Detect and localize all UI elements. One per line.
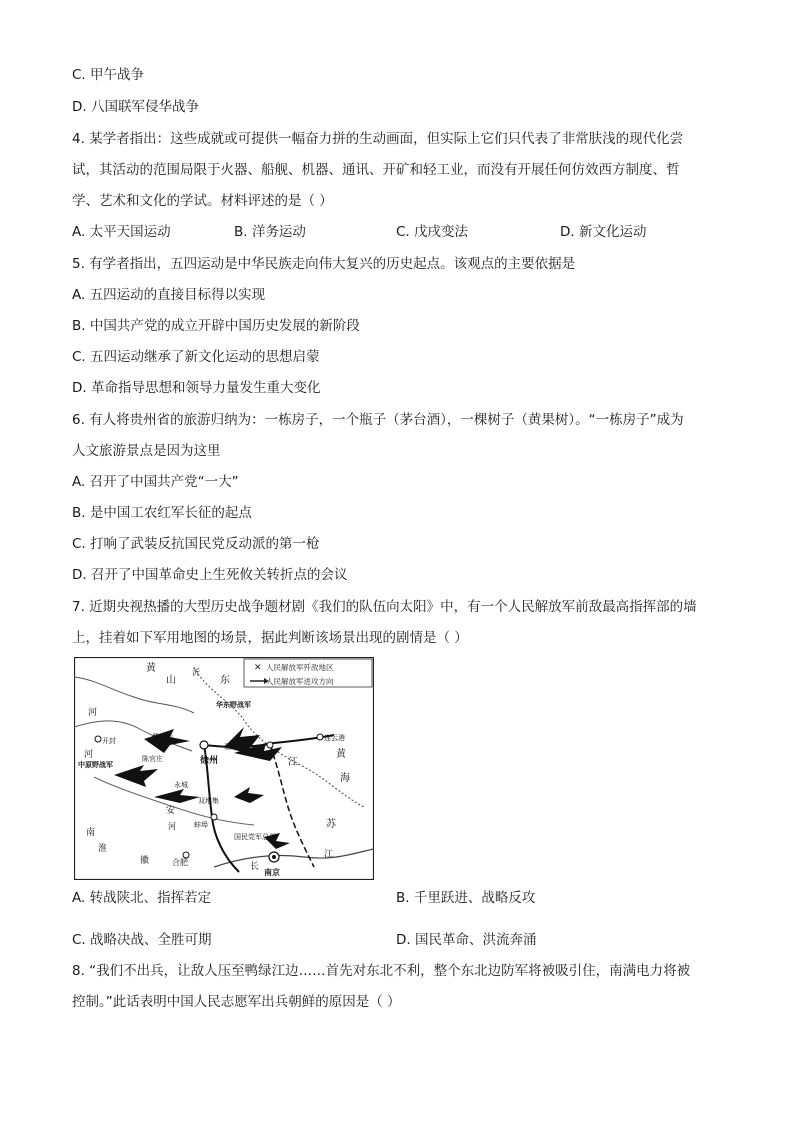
q3-option-c: C. 甲午战争	[72, 67, 145, 83]
map-label-jiang2: 江	[324, 850, 334, 860]
q5-stem: 5. 有学者指出，五四运动是中华民族走向伟大复兴的历史起点。该观点的主要依据是	[72, 256, 576, 272]
map-label-shuangduiji: 双堆集	[198, 797, 219, 805]
q6-option-c: C. 打响了武装反抗国民党反动派的第一枪	[72, 536, 320, 552]
q5-option-c: C. 五四运动继承了新文化运动的思想启蒙	[72, 349, 320, 365]
map-label-yi: 沂	[192, 668, 200, 677]
q4-option-b: B. 洋务运动	[234, 224, 306, 240]
q6-option-a: A. 召开了中国共产党“一大”	[72, 474, 239, 490]
map-label-huang2: 黄	[336, 749, 346, 760]
q8-stem-line-2: 控制。”此话表明中国人民志愿军出兵朝鲜的原因是（ ）	[72, 994, 401, 1010]
map-label-kaifeng: 开封	[102, 737, 116, 745]
map-label-huai: 淮	[98, 844, 108, 854]
map-label-hefei: 合肥	[172, 858, 188, 867]
q8-stem-line-1: 8. “我们不出兵，让敌人压至鸭绿江边……首先对东北不利，整个东北边防军将被吸引住，南满电力将被	[72, 963, 691, 979]
map-label-zhongyuan: 中原野战军	[78, 761, 113, 769]
map-label-he2: 河	[84, 750, 94, 760]
q6-option-d: D. 召开了中国革命史上生死攸关转折点的会议	[72, 567, 348, 583]
map-label-nan: 南	[86, 828, 96, 838]
map-legend-1: 人民解放军歼敌地区	[266, 663, 334, 672]
q6-stem-line-2: 人文旅游景点是因为这里	[72, 443, 221, 459]
map-label-he: 河	[88, 708, 98, 718]
q7-stem-line-2: 上，挂着如下军用地图的场景，据此判断该场景出现的剧情是（ ）	[72, 630, 468, 646]
map-label-jiang: 江	[288, 757, 298, 768]
map-label-nanjing: 南京	[264, 868, 280, 877]
q7-option-b: B. 千里跃进、战略反攻	[396, 890, 536, 906]
map-label-he3: 河	[168, 822, 176, 831]
q4-option-d: D. 新文化运动	[560, 224, 647, 240]
map-legend-2: 人民解放军进攻方向	[266, 677, 334, 686]
map-label-wei: 徽	[140, 856, 150, 866]
map-label-bengbu: 蚌埠	[194, 821, 208, 829]
q7-option-c: C. 战略决战、全胜可期	[72, 932, 212, 948]
map-label-su: 苏	[326, 819, 336, 830]
q6-option-b: B. 是中国工农红军长征的起点	[72, 505, 252, 521]
q7-option-d: D. 国民革命、洪流奔涌	[396, 932, 537, 948]
map-label-hai: 海	[340, 773, 350, 784]
map-label-chenguanzhuang: 陈官庄	[142, 755, 163, 763]
q7-option-a: A. 转战陕北、指挥若定	[72, 890, 212, 906]
q4-stem-line-2: 试，其活动的范围局限于火器、船舰、机器、通讯、开矿和轻工业，而没有开展任何仿效西方制度、哲	[72, 162, 680, 178]
q3-option-d: D. 八国联军侵华战争	[72, 99, 199, 115]
q4-stem-line-3: 学、艺术和文化的学试。材料评述的是（ ）	[72, 193, 333, 209]
svg-text:✕: ✕	[254, 663, 262, 673]
military-map	[74, 657, 374, 880]
map-label-huang: 黄	[146, 663, 156, 674]
q4-option-a: A. 太平天国运动	[72, 224, 171, 240]
map-label-lianyungang: 连云港	[324, 734, 345, 742]
q5-option-d: D. 革命指导思想和领导力量发生重大变化	[72, 380, 321, 396]
map-label-yongcheng: 永城	[174, 781, 188, 789]
map-label-huadong: 华东野战军	[216, 701, 251, 709]
q6-stem-line-1: 6. 有人将贵州省的旅游归纳为：一栋房子，一个瓶子（茅台酒），一棵树子（黄果树）。“一栋房子”成为	[72, 412, 684, 428]
q5-option-b: B. 中国共产党的成立开辟中国历史发展的新阶段	[72, 318, 360, 334]
q4-options	[72, 223, 646, 241]
q5-option-a: A. 五四运动的直接目标得以实现	[72, 287, 266, 303]
q4-stem-line-1: 4. 某学者指出：这些成就或可提供一幅奋力拼的生动画面，但实际上它们只代表了非常肤浅的现代化尝	[72, 131, 684, 147]
map-label-dong: 东	[220, 675, 230, 686]
map-label-zhanglao: 碾庄	[224, 743, 238, 751]
map-label-xuzhou: 徐州	[200, 756, 219, 766]
military-map-figure	[74, 657, 374, 880]
map-label-shan: 山	[166, 675, 176, 686]
map-label-chang: 长	[250, 862, 260, 872]
q4-option-c: C. 戊戌变法	[396, 224, 469, 240]
q7-stem-line-1: 7. 近期央视热播的大型历史战争题材剧《我们的队伍向太阳》中，有一个人民解放军前敌最高指挥部的墙	[72, 599, 697, 615]
map-label-kmt-hq: 国民党军总部	[234, 833, 276, 841]
map-label-zigongshan: 紫公山	[152, 733, 173, 741]
map-label-an: 安	[166, 806, 176, 816]
